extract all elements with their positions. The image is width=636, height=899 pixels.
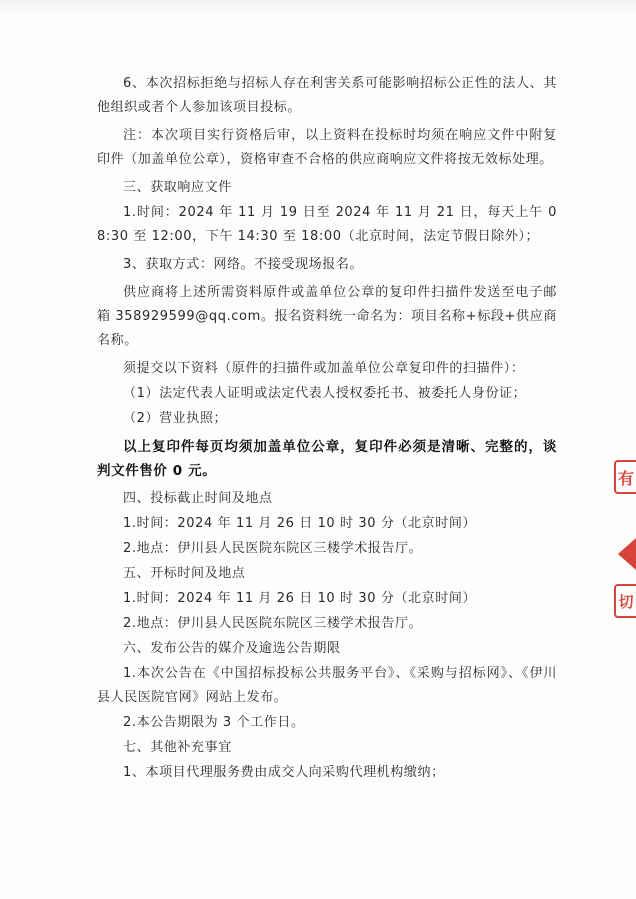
scan-edge (0, 0, 636, 14)
opening-time: 1.时间：2024 年 11 月 26 日 10 时 30 分（北京时间） (123, 591, 477, 606)
list-item-2: （2）营业执照； (123, 411, 228, 426)
section-heading-6: 六、发布公告的媒介及逾选公告期限 (123, 641, 341, 656)
seal-stamp-top-text: 有 (617, 468, 634, 488)
publication-period: 2.本公告期限为 3 个工作日。 (123, 715, 305, 730)
supplement-item-1: 1、本项目代理服务费由成交人向采购代理机构缴纳； (123, 765, 445, 780)
deadline-location: 2.地点：伊川县人民医院东院区三楼学术报告厅。 (123, 541, 423, 556)
opening-location: 2.地点：伊川县人民医院东院区三楼学术报告厅。 (123, 616, 423, 631)
paragraph-time: 1.时间：2024 年 11 月 19 日至 2024 年 11 月 21 日，每天上午 08:30 至 12:00，下午 14:30 至 18:00（北京时间，法定节假日除外）； (97, 205, 557, 244)
list-item-1: （1）法定代表人证明或法定代表人授权委托书、被委托人身份证； (123, 386, 527, 401)
paragraph-email: 供应商将上述所需资料原件或盖单位公章的复印件扫描件发送至电子邮箱 358929599@qq.com。报名资料统一命名为：项目名称+标段+供应商名称。 (97, 285, 557, 348)
document-body (97, 72, 557, 785)
paragraph-note: 注：本次项目实行资格后审，以上资料在投标时均须在响应文件中附复印件（加盖单位公章），资格审查不合格的供应商响应文件将按无效标处理。 (97, 128, 557, 167)
deadline-time: 1.时间：2024 年 11 月 26 日 10 时 30 分（北京时间） (123, 516, 477, 531)
paragraph-item-6: 6、本次招标拒绝与招标人存在利害关系可能影响招标公正性的法人、其他组织或者个人参加该项目投标。 (97, 76, 557, 115)
seal-stamp-bottom (614, 584, 636, 618)
seal-stamp-arrow (614, 534, 636, 574)
paragraph-required-docs: 须提交以下资料（原件的扫描件或加盖单位公章复印件的扫描件）： (123, 361, 525, 376)
section-heading-7: 七、其他补充事宜 (123, 740, 232, 755)
section-heading-5: 五、开标时间及地点 (123, 566, 246, 581)
seal-stamp-bottom-text: 切 (618, 592, 634, 611)
section-heading-4: 四、投标截止时间及地点 (123, 491, 273, 506)
stamp-arrow-icon (614, 534, 636, 574)
publication-media: 1.本次公告在《中国招标投标公共服务平台》、《采购与招标网》、《伊川县人民医院官网》网站上发布。 (97, 666, 557, 705)
section-heading-3: 三、获取响应文件 (123, 180, 232, 195)
paragraph-bold-notice: 以上复印件每页均须加盖单位公章，复印件必须是清晰、完整的，谈判文件售价 0 元。 (97, 439, 557, 479)
seal-stamp-top (614, 460, 636, 494)
paragraph-method: 3、获取方式：网络。不接受现场报名。 (123, 257, 364, 272)
